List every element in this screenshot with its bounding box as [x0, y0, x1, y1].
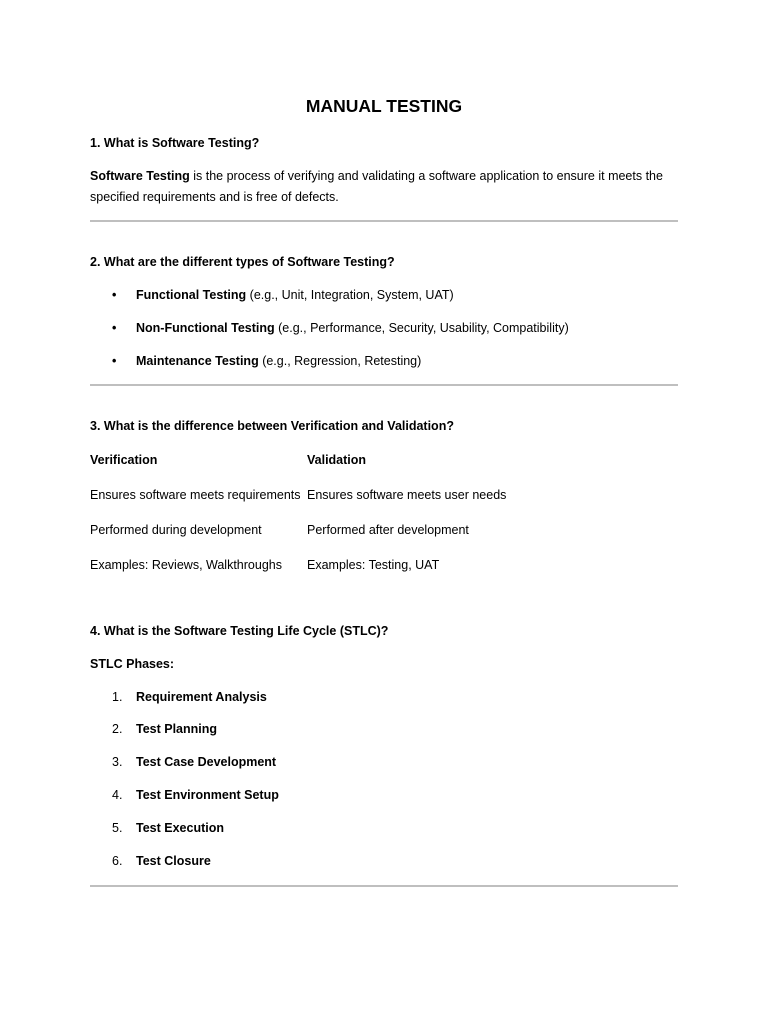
table-cell: Ensures software meets user needs	[307, 488, 507, 502]
list-item-number: 4.	[112, 788, 123, 802]
list-item-detail: (e.g., Regression, Retesting)	[258, 354, 422, 368]
table-cell: Performed after development	[307, 523, 469, 537]
list-item	[112, 688, 267, 706]
list-item-number: 3.	[112, 755, 123, 769]
table-cell: Examples: Testing, UAT	[307, 558, 440, 572]
list-item	[112, 819, 224, 837]
list-item	[112, 786, 279, 804]
bullet-icon: •	[112, 321, 117, 335]
list-item-detail: (e.g., Performance, Security, Usability, Compatibility)	[274, 321, 569, 335]
list-item	[112, 753, 276, 771]
table-cell: Performed during development	[90, 523, 262, 537]
document-title: MANUAL TESTING	[305, 96, 463, 116]
list-item-term: Non-Functional Testing	[136, 321, 275, 335]
list-item	[112, 319, 569, 337]
list-item-term: Maintenance Testing	[136, 354, 259, 368]
section-divider-1	[90, 220, 678, 222]
question-4-heading: 4. What is the Software Testing Life Cycle (STLC)?	[90, 624, 389, 638]
list-item-label: Requirement Analysis	[136, 690, 267, 704]
table-header-validation: Validation	[307, 453, 367, 467]
list-item-number: 1.	[112, 690, 123, 704]
question-3-heading: 3. What is the difference between Verification and Validation?	[90, 419, 454, 433]
bullet-icon: •	[112, 354, 117, 368]
section-1-term: Software Testing	[90, 169, 190, 183]
section-1-text-line-1: is the process of verifying and validating a software application to ensure it meets the	[189, 169, 663, 183]
list-item-number: 2.	[112, 722, 123, 736]
list-item-number: 6.	[112, 854, 123, 868]
list-item	[112, 286, 454, 304]
list-item-label: Test Planning	[136, 722, 218, 736]
list-item-label: Test Environment Setup	[136, 788, 279, 802]
list-item-number: 5.	[112, 821, 123, 835]
question-1-heading: 1. What is Software Testing?	[90, 136, 260, 150]
table-header-verification: Verification	[90, 453, 158, 467]
section-divider-2	[90, 384, 678, 386]
list-item-label: Test Closure	[136, 854, 211, 868]
list-item-detail: (e.g., Unit, Integration, System, UAT)	[246, 288, 454, 302]
section-1-paragraph	[90, 166, 678, 208]
table-cell: Examples: Reviews, Walkthroughs	[90, 558, 282, 572]
section-1-text-line-2: specified requirements and is free of defects.	[90, 190, 339, 204]
list-item-label: Test Case Development	[136, 755, 277, 769]
list-item	[112, 720, 217, 738]
section-divider-3	[90, 885, 678, 887]
list-item-label: Test Execution	[136, 821, 224, 835]
list-item	[112, 852, 211, 870]
stlc-phases-subheading: STLC Phases:	[90, 657, 175, 671]
question-2-heading: 2. What are the different types of Software Testing?	[90, 255, 395, 269]
table-cell: Ensures software meets requirements	[90, 488, 301, 502]
bullet-icon: •	[112, 288, 117, 302]
list-item	[112, 352, 421, 370]
list-item-term: Functional Testing	[136, 288, 247, 302]
